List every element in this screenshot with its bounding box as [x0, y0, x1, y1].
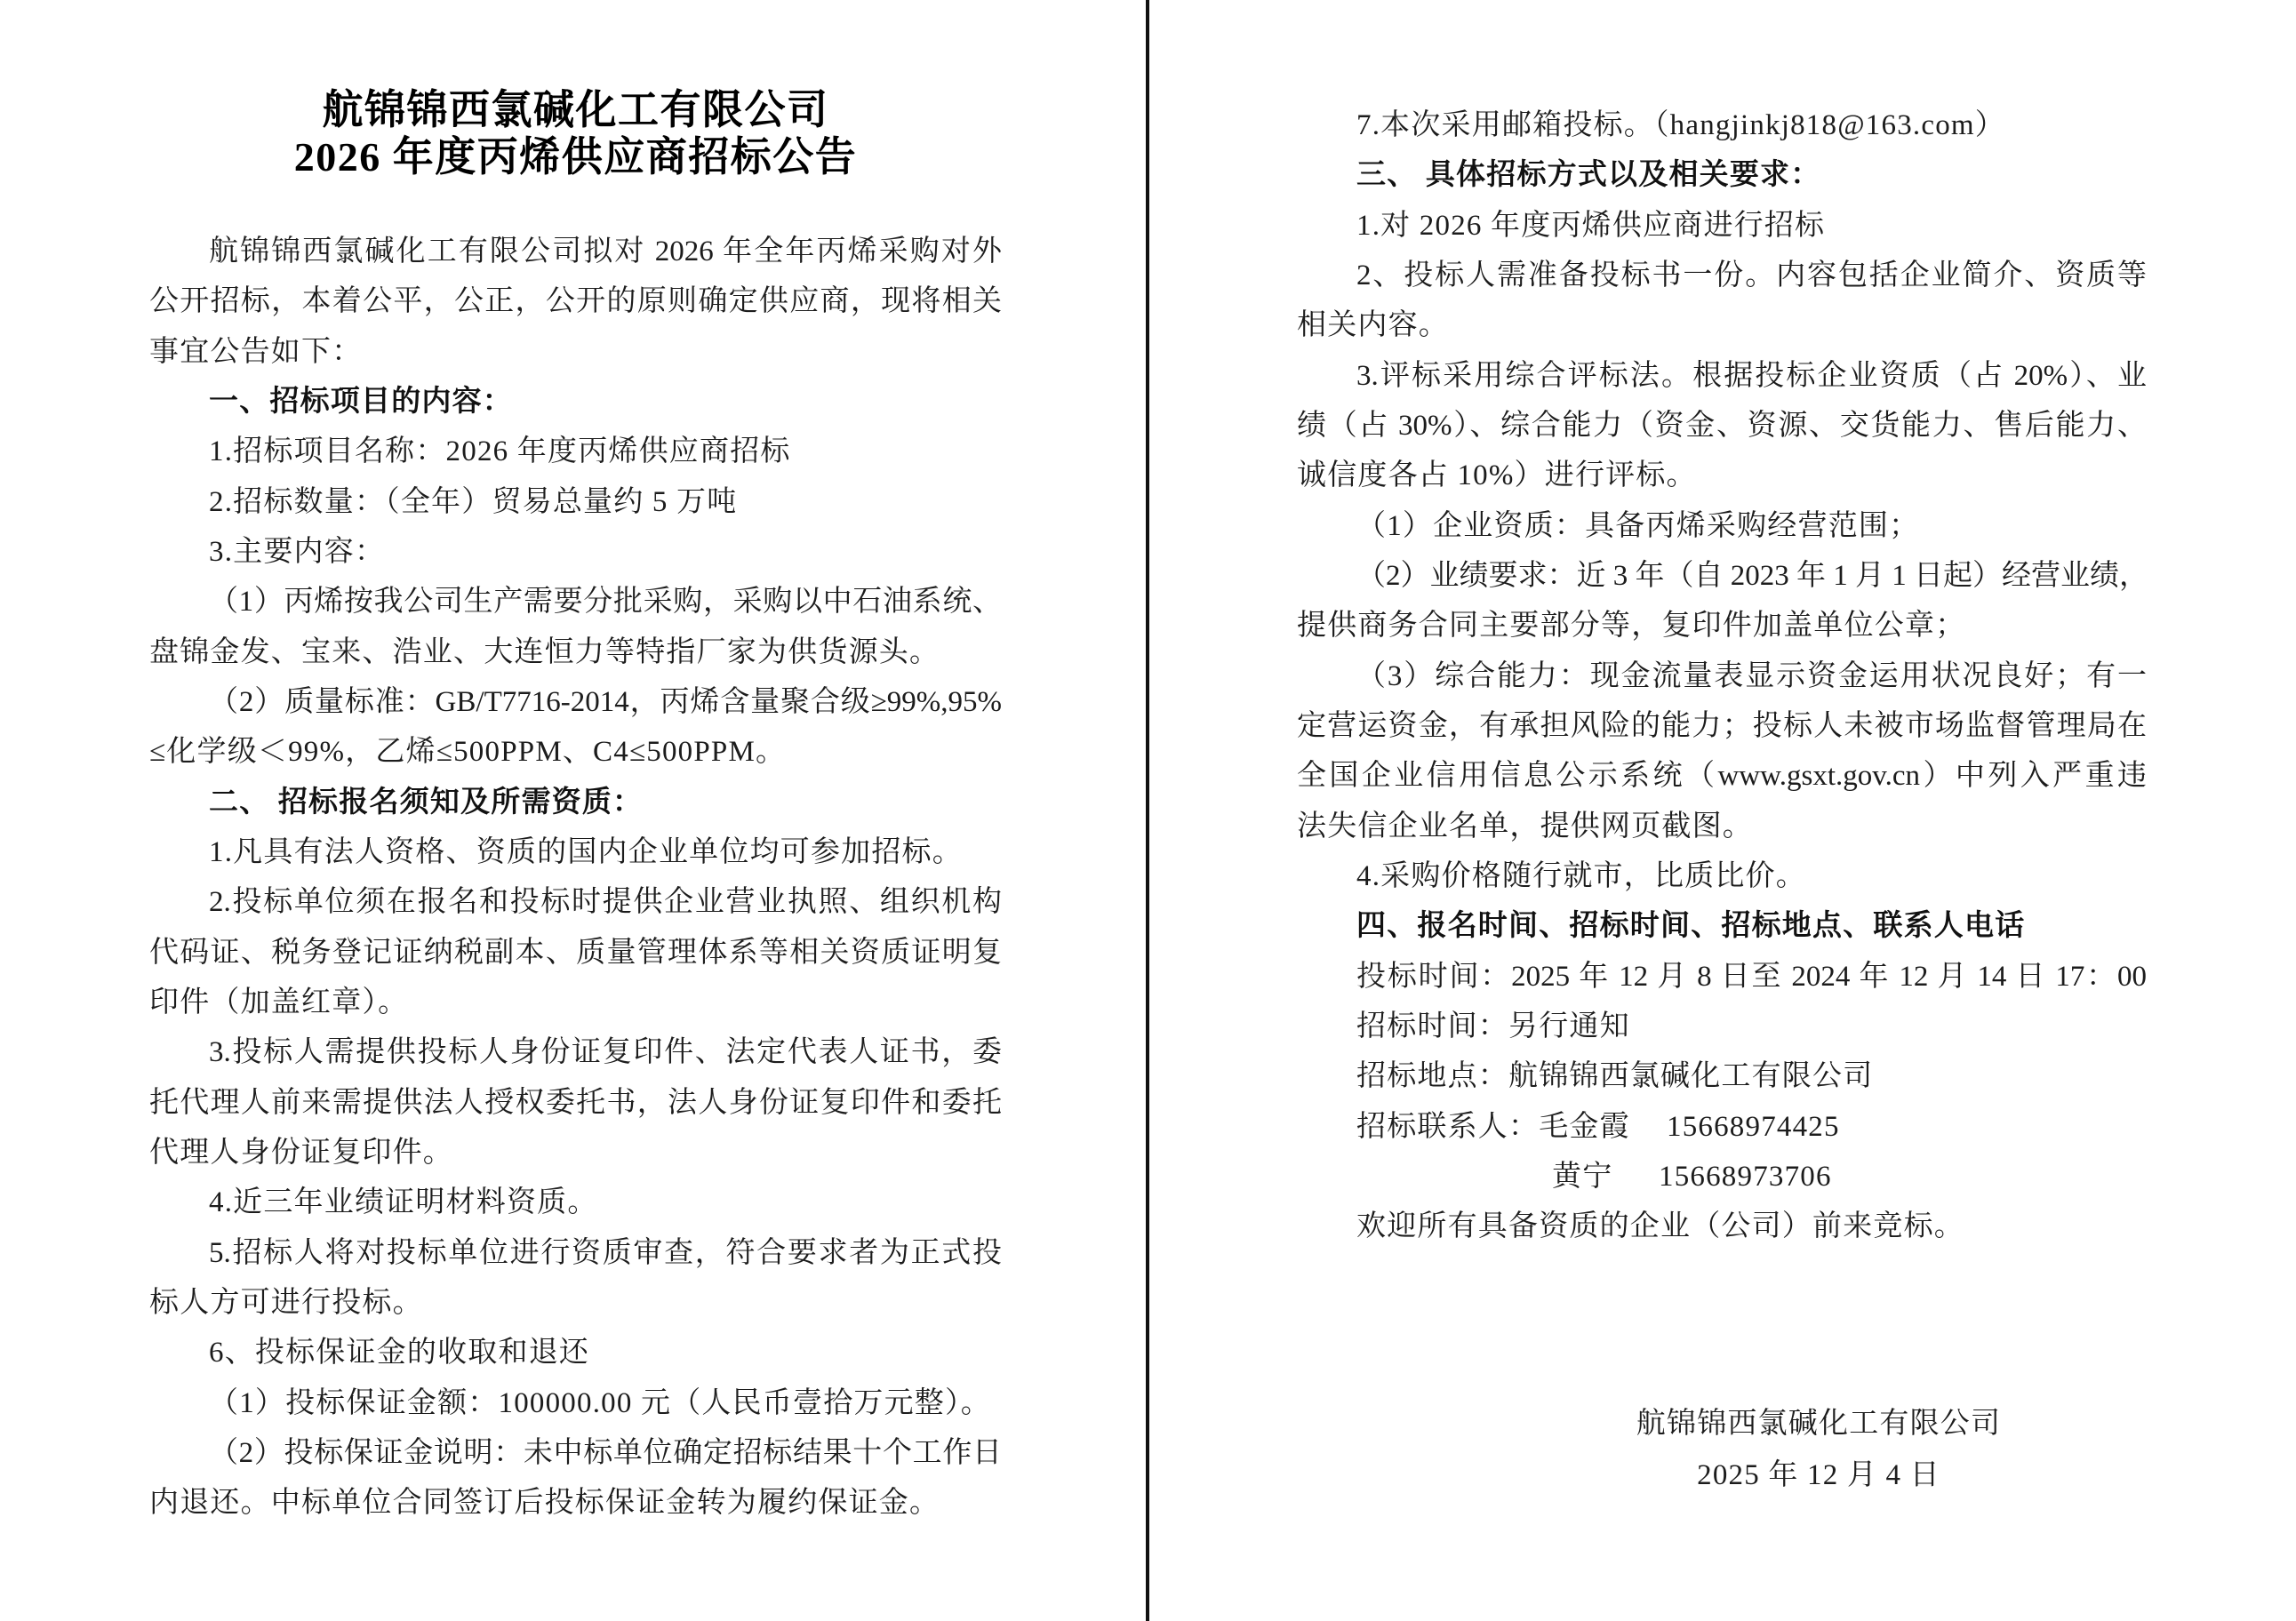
section-3-item-4: 4.采购价格随行就市，比质比价。: [1356, 859, 1806, 892]
contact-name: 黄宁: [1552, 1160, 1613, 1193]
contact-phone: 15668974425: [1667, 1110, 1840, 1143]
tender-place: 招标地点：航锦锦西氯碱化工有限公司: [1356, 1060, 1874, 1093]
title-announcement: 2026 年度丙烯供应商招标公告: [293, 134, 858, 180]
bid-time: 投标时间：2025 年 12 月 8 日至 2024 年 12 月 14 日 17：00: [1356, 960, 2147, 993]
section-1-heading: 一、招标项目的内容：: [209, 385, 513, 418]
intro-line: 公开招标，本着公平，公正，公开的原则确定供应商，现将相关: [149, 285, 1002, 318]
content-2-line: （2）质量标准：GB/T7716-2014，丙烯含量聚合级≥99%,95%: [209, 685, 1002, 718]
contact-phone: 15668973706: [1659, 1160, 1832, 1193]
left-page: [0, 0, 1146, 1621]
capability-line: 定营运资金，有承担风险的能力；投标人未被市场监督管理局在: [1297, 709, 2147, 742]
content-2-line: ≤化学级＜99%，乙烯≤500PPM、C4≤500PPM。: [149, 736, 787, 769]
section-3-item-3-line: 诚信度各占 10%）进行评标。: [1297, 459, 1697, 492]
signature-date: 2025 年 12 月 4 日: [1697, 1458, 1940, 1491]
contact-label: 招标联系人：: [1356, 1110, 1540, 1143]
main-content-label: 3.主要内容：: [209, 535, 386, 568]
section-3-item-3-line: 3.评标采用综合评标法。根据投标企业资质（占 20%）、业: [1356, 359, 2147, 392]
section-3-item-2-line: 相关内容。: [1297, 309, 1449, 342]
welcome-text: 欢迎所有具备资质的企业（公司）前来竞标。: [1356, 1210, 1964, 1243]
intro-line: 航锦锦西氯碱化工有限公司拟对 2026 年全年丙烯采购对外: [209, 236, 1002, 268]
content-1-line: （1）丙烯按我公司生产需要分批采购，采购以中石油系统、: [209, 586, 1002, 619]
section-2-item-3-line: 代理人身份证复印件。: [149, 1136, 453, 1169]
section-2-item-2-line: 印件（加盖红章）。: [149, 986, 409, 1018]
quantity-item: 2.招标数量：（全年）贸易总量约 5 万吨: [209, 485, 738, 518]
section-2-item-5-line: 5.招标人将对投标单位进行资质审查，符合要求者为正式投: [209, 1236, 1002, 1269]
email-bidding-item: 7.本次采用邮箱投标。（hangjinkj818@163.com）: [1356, 109, 2005, 141]
capability-line: （3）综合能力：现金流量表显示资金运用状况良好；有一: [1356, 659, 2147, 692]
qualification-item: （1）企业资质：具备丙烯采购经营范围；: [1356, 509, 1920, 542]
performance-line: 提供商务合同主要部分等，复印件加盖单位公章；: [1297, 610, 1966, 643]
content-1-line: 盘锦金发、宝来、浩业、大连恒力等特指厂家为供货源头。: [149, 635, 940, 668]
section-3-heading: 三、 具体招标方式以及相关要求：: [1356, 159, 1821, 192]
left-page-body: [149, 227, 1002, 1529]
section-3-item-3-line: 绩（占 30%）、综合能力（资金、资源、交货能力、售后能力、: [1297, 409, 2147, 442]
section-3-item-1: 1.对 2026 年度丙烯供应商进行招标: [1356, 209, 1826, 242]
contact-row: [1297, 1152, 2147, 1202]
section-3-item-2-line: 2、投标人需准备投标书一份。内容包括企业简介、资质等: [1356, 259, 2147, 291]
deposit-note-line: （2）投标保证金说明：未中标单位确定招标结果十个工作日: [209, 1436, 1002, 1469]
signature-block: [1463, 1399, 2174, 1501]
title-company: 航锦锦西氯碱化工有限公司: [322, 87, 829, 132]
section-2-item-2-line: 2.投标单位须在报名和投标时提供企业营业执照、组织机构: [209, 886, 1002, 919]
section-4-heading: 四、报名时间、招标时间、招标地点、联系人电话: [1356, 910, 2026, 943]
capability-line: 法失信企业名单，提供网页截图。: [1297, 810, 1753, 842]
tender-time: 招标时间：另行通知: [1356, 1010, 1630, 1042]
capability-line: 全国企业信用信息公示系统（www.gsxt.gov.cn）中列入严重违: [1297, 760, 2147, 793]
right-page: [1149, 0, 2296, 1621]
contact-row: [1297, 1102, 2147, 1152]
performance-line: （2）业绩要求：近 3 年（自 2023 年 1 月 1 日起）经营业绩，: [1356, 559, 2148, 592]
section-2-item-2-line: 代码证、税务登记证纳税副本、质量管理体系等相关资质证明复: [149, 936, 1002, 969]
signature-company: 航锦锦西氯碱化工有限公司: [1636, 1408, 2002, 1440]
section-2-item-3-line: 3.投标人需提供投标人身份证复印件、法定代表人证书，委: [209, 1036, 1002, 1069]
section-2-item-3-line: 托代理人前来需提供法人授权委托书，法人身份证复印件和委托: [149, 1086, 1002, 1119]
contact-name: 毛金霞: [1539, 1110, 1630, 1143]
section-2-heading: 二、 招标报名须知及所需资质：: [209, 786, 644, 818]
document-title: [149, 86, 1002, 180]
right-page-body: [1297, 100, 2147, 1252]
deposit-heading: 6、投标保证金的收取和退还: [209, 1337, 590, 1369]
deposit-amount: （1）投标保证金额：100000.00 元（人民币壹拾万元整）。: [209, 1386, 991, 1419]
intro-line: 事宜公告如下：: [149, 335, 363, 368]
section-2-item-1: 1.凡具有法人资格、资质的国内企业单位均可参加招标。: [209, 835, 963, 868]
project-name-item: 1.招标项目名称：2026 年度丙烯供应商招标: [209, 435, 791, 468]
section-2-item-4: 4.近三年业绩证明材料资质。: [209, 1186, 598, 1219]
deposit-note-line: 内退还。中标单位合同签订后投标保证金转为履约保证金。: [149, 1487, 940, 1520]
section-2-item-5-line: 标人方可进行投标。: [149, 1286, 423, 1319]
